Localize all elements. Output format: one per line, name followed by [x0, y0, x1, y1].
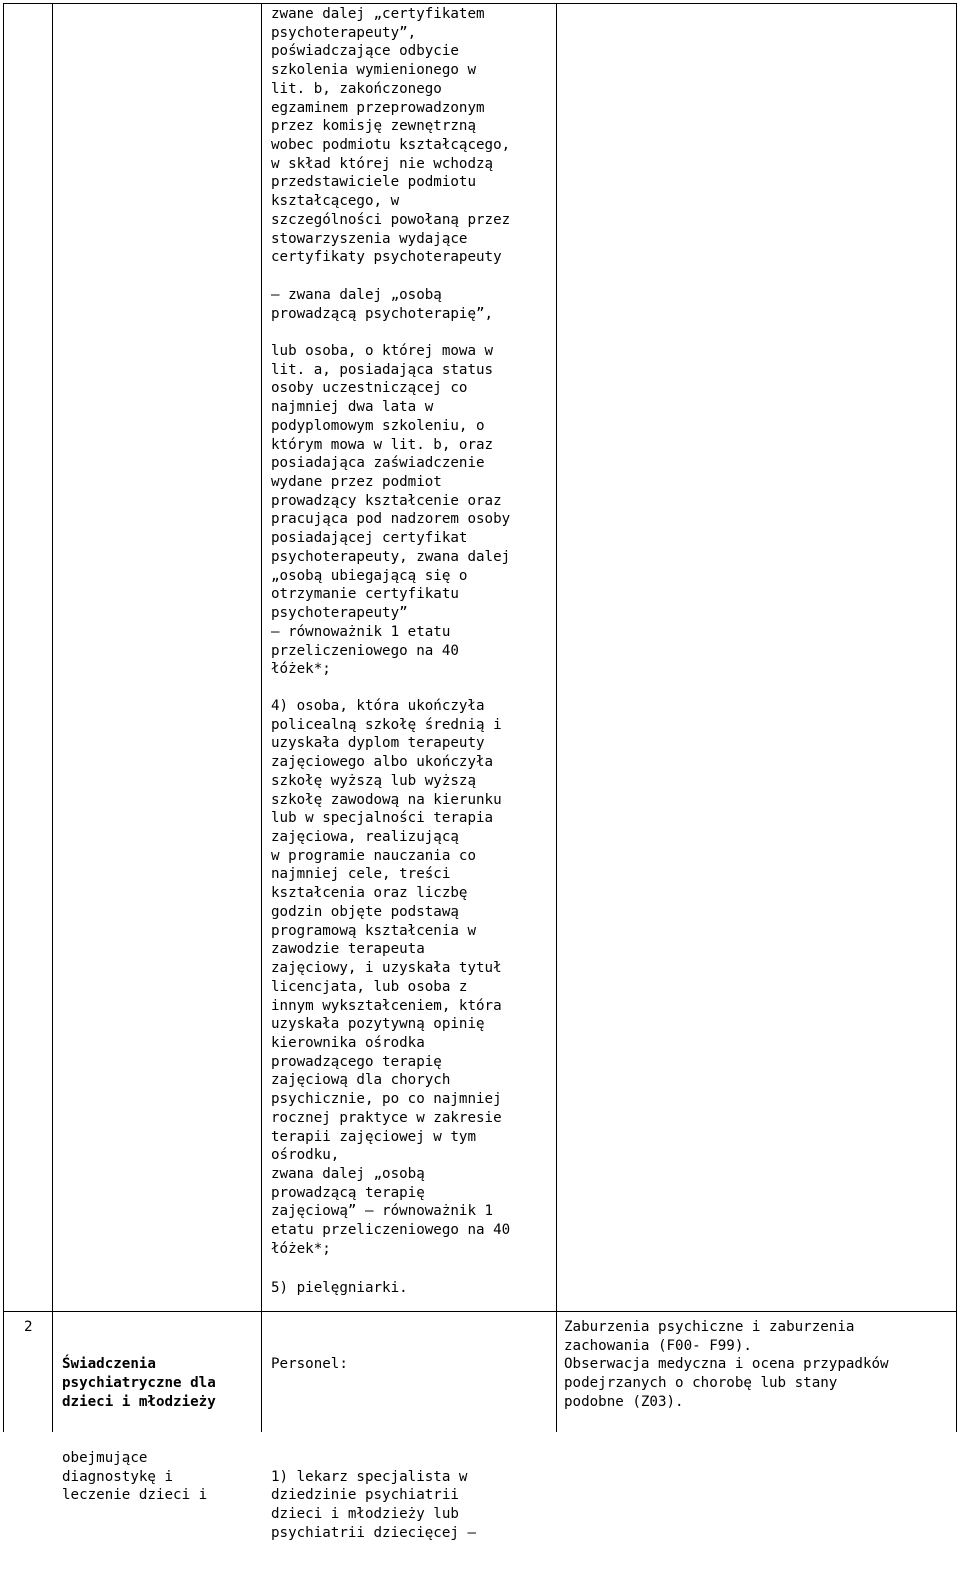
table-border-right [956, 3, 957, 1432]
row-divider [3, 1311, 957, 1312]
staff-text-candidate: lub osoba, o której mowa w lit. a, posiadająca status osoby uczestniczącej co najmniej dwa lata w podyplomowym szkoleniu, o którym mowa w lit. b, oraz posiadająca zaświadczenie wydane przez podmiot prowadzący kształcenie oraz pracująca pod nadzorem osoby posiadającej certyfikat psychoterapeuty, zwana dalej „osobą ubiegającą się o otrzymanie certyfikatu psychoterapeuty” – równoważnik 1 etatu przeliczeniowego na 40 łóżek*; [271, 343, 511, 678]
staff-cell-row-2 [271, 1318, 476, 1580]
service-name-cell [62, 1318, 216, 1543]
icd-codes-cell: Zaburzenia psychiczne i zaburzenia zachowania (F00- F99). Obserwacja medyczna i ocena przypadków podejrzanych o chorobę lub stany podobne (Z03). [564, 1319, 889, 1410]
staff-text-occupational-therapist: 4) osoba, która ukończyła policealną szkołę średnią i uzyskała dyplom terapeuty zajęciowego albo ukończyła szkołę wyższą lub wyższą szkołę zawodową na kierunku lub w specjalności terapia zajęciowa, realizującą w programie nauczania co najmniej cele, treści kształcenia oraz liczbę godzin objęte podstawą programową kształcenia w zawodzie terapeuta zajęciowy, i uzyskała tytuł licencjata, lub osoba z innym wykształceniem, która uzyskała pozytywną opinię kierownika ośrodka prowadzącego terapię zajęciową dla chorych psychicznie, po co najmniej rocznej praktyce w zakresie terapii zajęciowej w tym ośrodku, zwana dalej „osobą prowadzącą terapię zajęciową” – równoważnik 1 etatu przeliczeniowego na 40 łóżek*; [271, 698, 511, 1257]
staff-item-psychiatrist: 1) lekarz specjalista w dziedzinie psychiatrii dzieci i młodzieży lub psychiatrii dziecięcej – [271, 1468, 476, 1541]
column-divider-2 [261, 3, 262, 1432]
column-divider-3 [556, 3, 557, 1432]
column-divider-1 [52, 3, 53, 1432]
service-name-title: Świadczenia psychiatryczne dla dzieci i młodzieży [62, 1356, 216, 1410]
staff-text-nurses: 5) pielęgniarki. [271, 1280, 408, 1296]
service-name-description: obejmujące diagnostykę i leczenie dzieci i [62, 1450, 208, 1504]
staff-text-psychotherapist-definition: – zwana dalej „osobą prowadzącą psychoterapię”, [271, 287, 494, 322]
staff-spacer [271, 1412, 476, 1431]
staff-heading: Personel: [271, 1356, 348, 1373]
staff-text-certificate: zwane dalej „certyfikatem psychoterapeuty”, poświadczające odbycie szkolenia wymienionego w lit. b, zakończonego egzaminem przeprowadzonym przez komisję zewnętrzną wobec podmiotu kształcącego, w skład której nie wchodzą przedstawiciele podmiotu kształcącego, w szczególności powołaną przez stowarzyszenia wydające certyfikaty psychoterapeuty [271, 6, 511, 266]
table-top-border [3, 3, 957, 4]
table-border-left [3, 3, 4, 1432]
row-number: 2 [24, 1319, 33, 1335]
